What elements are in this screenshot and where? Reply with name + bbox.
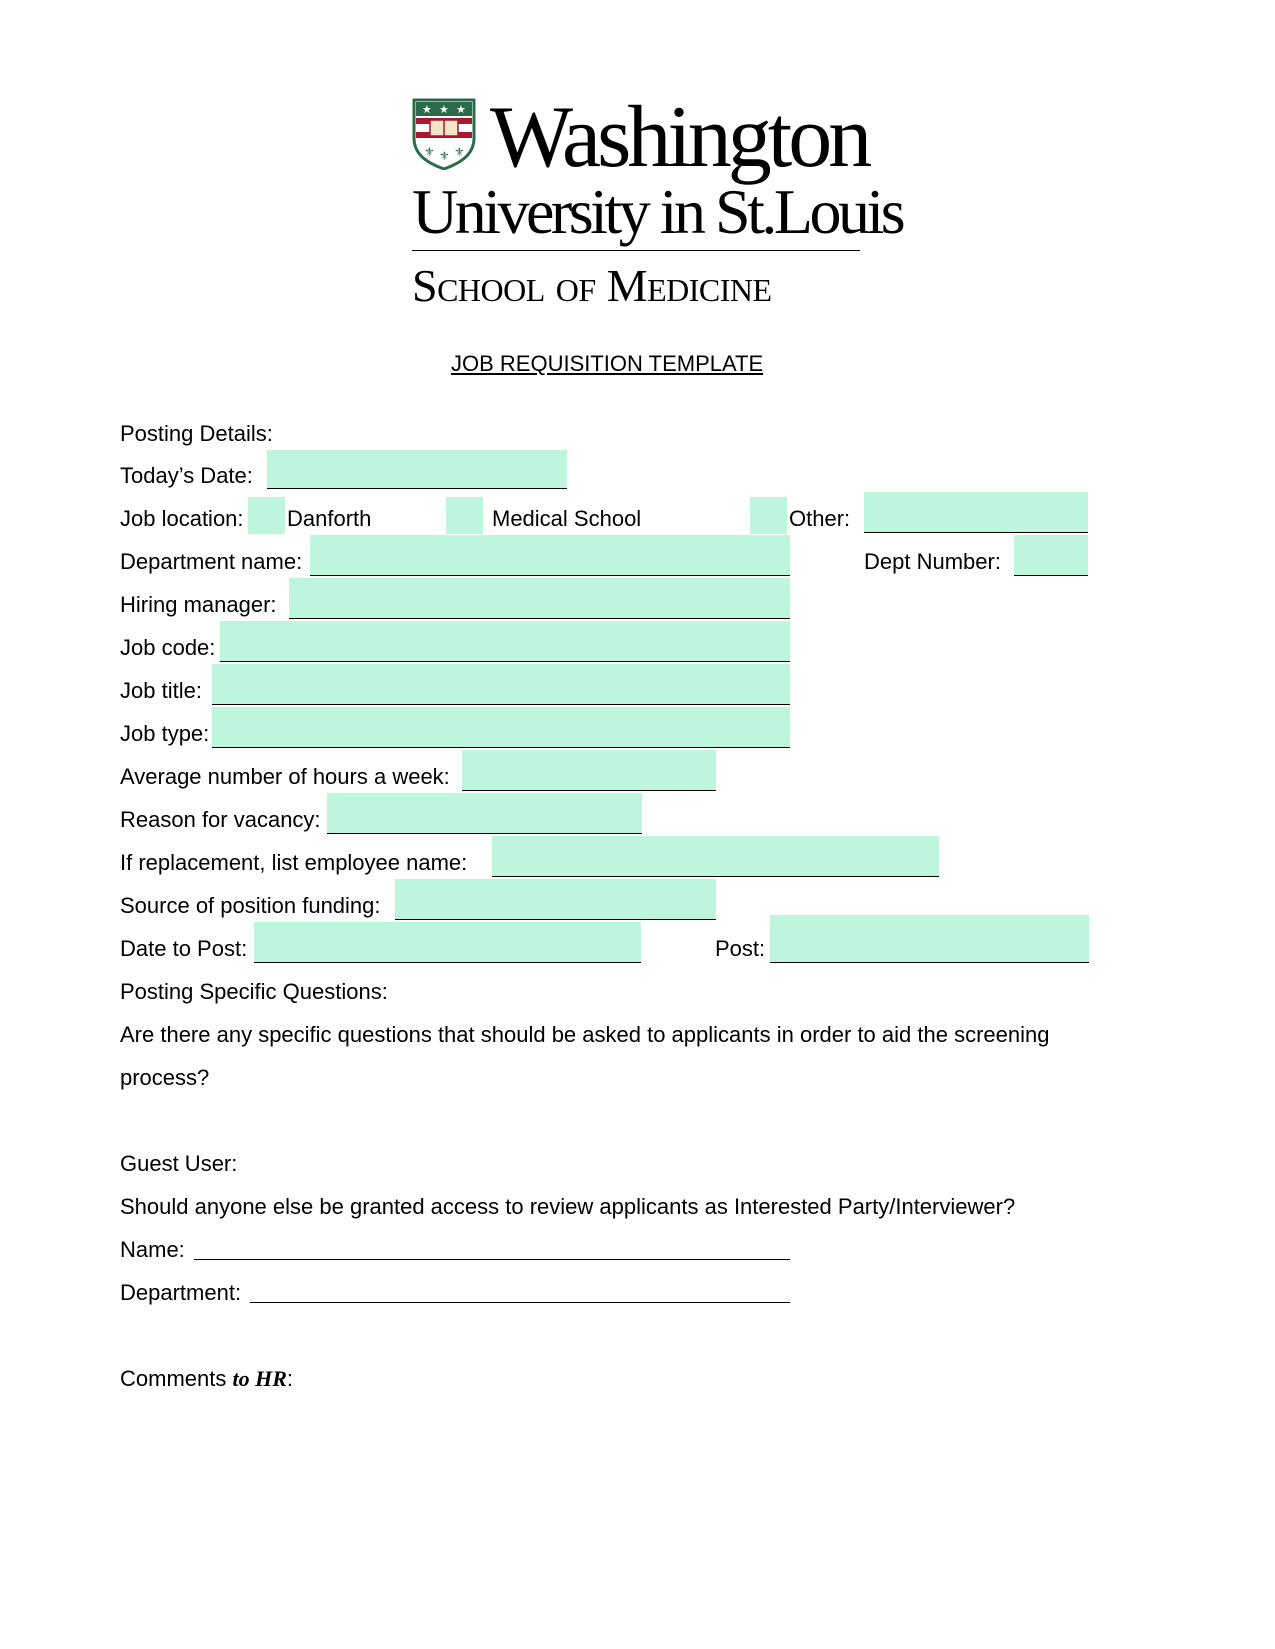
questions-text-line1: Are there any specific questions that should be asked to applicants in order to aid the screening [120, 1022, 1050, 1047]
medical-school-checkbox[interactable] [446, 497, 483, 534]
danforth-option-label: Danforth [287, 506, 372, 531]
post-field[interactable] [770, 915, 1089, 963]
date-to-post-label: Date to Post: [120, 936, 248, 961]
todays-date-field[interactable] [267, 450, 567, 489]
posting-details-heading: Posting Details: [120, 421, 273, 446]
avg-hours-label: Average number of hours a week: [120, 764, 450, 789]
job-code-field[interactable] [220, 621, 790, 662]
job-title-label: Job title: [120, 678, 202, 703]
other-location-field[interactable] [864, 492, 1088, 533]
department-name-field[interactable] [310, 535, 790, 576]
comments-label-end: : [286, 1366, 294, 1391]
job-type-label: Job type: [120, 721, 210, 746]
job-title-field[interactable] [212, 664, 790, 705]
post-label: Post: [715, 936, 766, 961]
questions-text-line2: process? [120, 1065, 210, 1090]
logo-divider [412, 250, 860, 251]
svg-text:⚜: ⚜ [454, 145, 465, 159]
page-title: JOB REQUISITION TEMPLATE [451, 351, 764, 376]
university-logo [412, 89, 903, 313]
funding-source-field[interactable] [395, 879, 716, 920]
logo-university: University in St.Louis [412, 176, 903, 247]
other-location-label: Other: [789, 506, 851, 531]
svg-text:★: ★ [456, 104, 466, 116]
svg-text:★: ★ [422, 104, 432, 116]
avg-hours-field[interactable] [462, 750, 716, 791]
comments-label-emphasis: to HR [232, 1366, 287, 1391]
reason-vacancy-label: Reason for vacancy: [120, 807, 321, 832]
guest-name-line[interactable] [194, 1259, 790, 1260]
shield-crest-icon [412, 98, 476, 170]
funding-source-label: Source of position funding: [120, 893, 381, 918]
svg-text:★: ★ [439, 104, 449, 116]
reason-vacancy-field[interactable] [327, 793, 642, 834]
guest-name-label: Name: [120, 1237, 185, 1262]
comments-label [120, 1366, 293, 1392]
medical-school-option-label: Medical School [492, 506, 642, 531]
job-code-label: Job code: [120, 635, 216, 660]
job-type-field[interactable] [212, 707, 790, 748]
replacement-employee-field[interactable] [492, 836, 939, 877]
guest-user-heading: Guest User: [120, 1151, 238, 1176]
guest-department-label: Department: [120, 1280, 242, 1305]
danforth-checkbox[interactable] [248, 497, 285, 534]
other-location-checkbox[interactable] [750, 497, 787, 534]
svg-text:⚜: ⚜ [424, 145, 435, 159]
guest-department-line[interactable] [250, 1302, 790, 1303]
job-location-label: Job location: [120, 506, 244, 531]
svg-text:⚜: ⚜ [439, 149, 450, 163]
replacement-label: If replacement, list employee name: [120, 850, 468, 875]
logo-school: School of Medicine [412, 260, 772, 311]
date-to-post-field[interactable] [254, 922, 641, 963]
questions-heading: Posting Specific Questions: [120, 979, 388, 1004]
todays-date-label: Today’s Date: [120, 463, 253, 488]
dept-number-field[interactable] [1014, 535, 1088, 576]
hiring-manager-field[interactable] [289, 578, 790, 619]
guest-user-question: Should anyone else be granted access to review applicants as Interested Party/Interviewer? [120, 1194, 1016, 1219]
logo-washington: Washington [490, 89, 869, 186]
department-name-label: Department name: [120, 549, 303, 574]
comments-label-start: Comments [120, 1366, 233, 1391]
dept-number-label: Dept Number: [864, 549, 1001, 574]
hiring-manager-label: Hiring manager: [120, 592, 277, 617]
